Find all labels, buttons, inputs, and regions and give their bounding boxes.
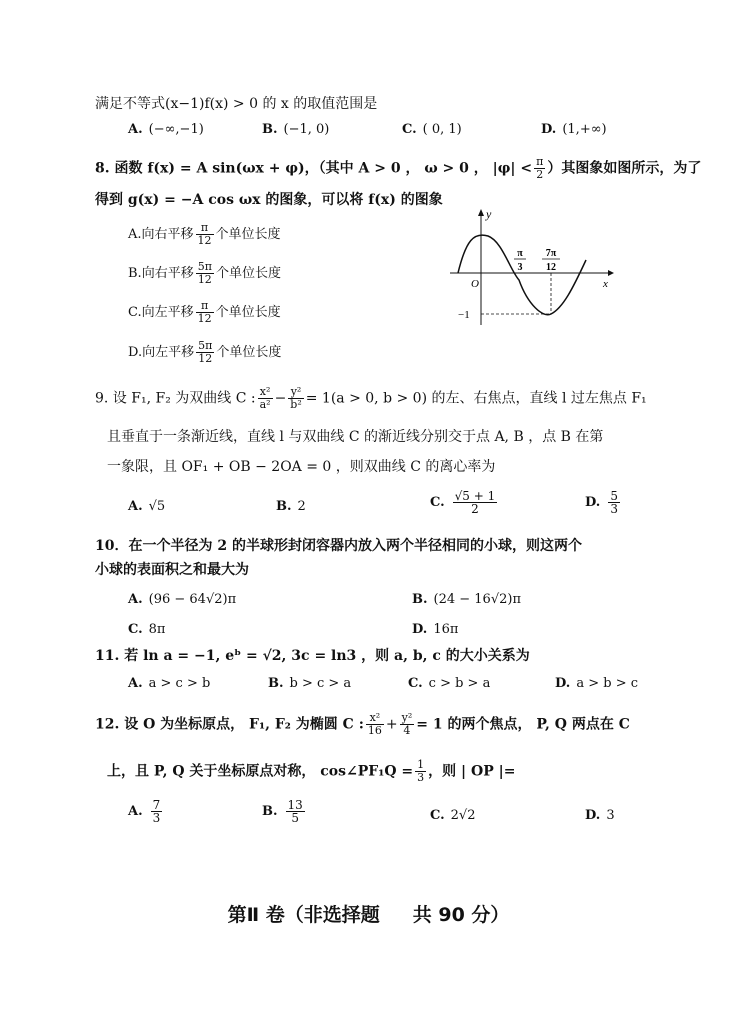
q12-line2-start: 上，且 P, Q 关于坐标原点对称， cos∠PF₁Q = (107, 763, 414, 780)
q12-fraction-x (366, 712, 384, 737)
fraction-numerator: 1 (417, 758, 425, 771)
q7-option-b (262, 120, 329, 140)
q11-option-c (408, 674, 490, 694)
option-text: 16π (433, 622, 459, 637)
sine-curve (458, 235, 586, 315)
option-text: 2√2 (450, 808, 476, 823)
q9-line1-start: 9. 设 F₁, F₂ 为双曲线 C : (95, 390, 256, 407)
q8-line1-fraction (534, 156, 545, 181)
q11-option-d (555, 674, 638, 694)
q12-line1-start: 12. 设 O 为坐标原点， F₁, F₂ 为椭圆 C : (95, 716, 364, 733)
option-text: √5 (148, 499, 166, 514)
q12-option-b (262, 799, 307, 824)
fraction-denominator: 12 (197, 273, 212, 286)
fraction-numerator: 5π (198, 339, 213, 352)
q8-line2: 得到 g(x) = −A cos ωx 的图象，可以将 f(x) 的图象 (95, 192, 443, 208)
q10-line1: 10．在一个半径为 2 的半球形封闭容器内放入两个半径相同的小球，则这两个 (95, 538, 582, 554)
minus-sign: − (274, 390, 287, 407)
q8-line1-text: 8. 函数 f(x) = A sin(ωx + φ)，（其中 A > 0 ， ω > 0 ， |φ| < (95, 160, 533, 177)
option-text: (−∞,−1) (148, 122, 204, 137)
fraction-numerator: 7 (152, 798, 161, 812)
option-label: B. (262, 804, 278, 819)
option-suffix: 个单位长度 (216, 345, 282, 360)
fraction-numerator: π (196, 300, 214, 313)
q7-option-c (402, 120, 462, 140)
option-label: D. (412, 622, 428, 637)
fraction-numerator: π (536, 155, 544, 168)
q12-fraction-cos (415, 759, 426, 784)
q9-line2: 且垂直于一条渐近线，直线 l 与双曲线 C 的渐近线分别交于点 A, B ，点 B 在第 (107, 429, 604, 445)
fraction-denominator: 12 (197, 234, 212, 247)
option-label: B. (276, 499, 292, 514)
option-text: 8π (148, 622, 166, 637)
option-label: D. (585, 495, 601, 510)
option-label: D. (128, 345, 143, 360)
option-suffix: 个单位长度 (215, 266, 281, 281)
fraction-denominator: 3 (610, 502, 618, 516)
origin-label: O (471, 278, 479, 290)
q10-line2: 小球的表面积之和最大为 (95, 562, 249, 578)
fraction-denominator: 5 (291, 811, 299, 825)
option-prefix: 向左平移 (141, 305, 194, 320)
fraction-denominator: 3 (152, 811, 161, 825)
tick-7pi-12-den: 12 (546, 262, 556, 273)
q7-option-a (128, 120, 204, 140)
option-label: A. (128, 122, 143, 137)
option-suffix: 个单位长度 (215, 305, 281, 320)
q12-option-d (585, 806, 615, 826)
option-prefix: 向右平移 (141, 227, 194, 242)
q10-option-a (128, 590, 236, 610)
option-fraction (196, 340, 214, 365)
q9-option-b (276, 497, 306, 517)
q9-option-c (430, 490, 499, 515)
y-axis-arrow (478, 209, 484, 216)
q8-option-d (128, 340, 281, 365)
option-text: ( 0, 1) (422, 122, 462, 137)
option-text: b > c > a (289, 676, 352, 691)
fraction-denominator: b² (290, 398, 302, 411)
fraction-denominator: 3 (417, 771, 425, 784)
q9-fraction-x (258, 386, 273, 411)
option-fraction (453, 490, 498, 515)
q8-line1-tail: ）其图象如图所示，为了 (547, 160, 702, 177)
sine-graph (448, 200, 618, 330)
option-label: C. (408, 676, 423, 691)
option-label: C. (128, 622, 143, 637)
q11-option-a (128, 674, 210, 694)
option-label: C. (430, 808, 445, 823)
option-fraction (151, 799, 163, 824)
q10-option-c (128, 620, 165, 640)
option-label: C. (430, 495, 445, 510)
option-fraction (196, 222, 214, 247)
x-axis-label: x (603, 278, 608, 290)
q12-line2-end: ，则 | OP |= (428, 763, 516, 780)
fraction-numerator: 5π (197, 260, 212, 273)
option-fraction (196, 261, 214, 286)
option-label: B. (128, 266, 142, 281)
option-fraction (286, 799, 305, 824)
option-label: B. (268, 676, 284, 691)
fraction-numerator: 13 (287, 798, 303, 812)
option-text: (1,+∞) (562, 122, 607, 137)
fraction-numerator: 5 (610, 489, 618, 503)
option-label: A. (128, 499, 143, 514)
q7-option-d (541, 120, 607, 140)
tick-pi-3-den: 3 (517, 262, 523, 273)
option-label: C. (128, 305, 142, 320)
option-label: A. (128, 592, 143, 607)
option-label: A. (128, 804, 143, 819)
q10-option-d (412, 620, 458, 640)
q9-option-a (128, 497, 165, 517)
fraction-denominator: 12 (198, 352, 213, 365)
q10-option-b (412, 590, 521, 610)
fraction-numerator: π (196, 222, 214, 235)
tick-pi-3-num: π (517, 248, 523, 259)
fraction-numerator: y² (288, 386, 303, 399)
option-label: B. (412, 592, 428, 607)
q8-option-c (128, 300, 281, 325)
option-fraction (196, 300, 214, 325)
fraction-denominator: 2 (536, 168, 544, 181)
fraction-numerator: x² (258, 386, 273, 399)
q12-line1-end: = 1 的两个焦点， P, Q 两点在 C (416, 716, 630, 733)
option-text: (−1, 0) (283, 122, 330, 137)
q9-line1 (95, 386, 647, 411)
q12-option-a (128, 799, 164, 824)
option-prefix: 向左平移 (142, 345, 195, 360)
y-axis-label: y (486, 207, 492, 221)
q9-option-d (585, 490, 622, 515)
q8-option-a (128, 222, 281, 247)
x-axis-arrow (608, 270, 614, 276)
option-label: A. (128, 227, 142, 242)
q11-stem: 11. 若 ln a = −1, eᵇ = √2, 3c = ln3 ，则 a, b, c 的大小关系为 (95, 648, 530, 664)
option-text: a > c > b (148, 676, 211, 691)
option-label: D. (541, 122, 557, 137)
q12-fraction-y (400, 712, 415, 737)
option-suffix: 个单位长度 (215, 227, 281, 242)
option-text: 3 (606, 808, 615, 823)
fraction-numerator: y² (401, 711, 413, 724)
q8-option-b (128, 261, 281, 286)
fraction-numerator: x² (366, 712, 384, 725)
fraction-denominator: 2 (471, 502, 479, 516)
option-label: A. (128, 676, 143, 691)
option-label: B. (262, 122, 278, 137)
q12-line2 (107, 759, 515, 784)
option-text: 2 (297, 499, 306, 514)
option-fraction (608, 490, 620, 515)
option-prefix: 向右平移 (141, 266, 194, 281)
option-label: C. (402, 122, 417, 137)
option-text: (96 − 64√2)π (148, 592, 237, 607)
min-value-label: −1 (458, 309, 470, 321)
q9-line1-end: = 1(a > 0, b > 0) 的左、右焦点，直线 l 过左焦点 F₁ (305, 390, 647, 407)
fraction-denominator: 16 (367, 724, 382, 737)
q11-option-b (268, 674, 351, 694)
plus-sign: + (385, 716, 398, 733)
q9-line3: 一象限，且 OF₁ + OB − 2OA = 0 ，则双曲线 C 的离心率为 (107, 459, 496, 475)
option-text: a > b > c (576, 676, 639, 691)
q12-line1 (95, 712, 630, 737)
option-label: D. (585, 808, 601, 823)
fraction-denominator: a² (259, 398, 271, 411)
fraction-numerator: √5 + 1 (454, 489, 496, 503)
option-label: D. (555, 676, 571, 691)
q12-option-c (430, 806, 475, 826)
section-title: 第Ⅱ 卷（非选择题 共 90 分） (227, 904, 510, 926)
tick-7pi-12-num: 7π (545, 248, 557, 259)
q8-line1 (95, 156, 701, 181)
q9-fraction-y (288, 386, 303, 411)
option-text: c > b > a (428, 676, 491, 691)
fraction-denominator: 4 (403, 724, 411, 737)
q7-stem: 满足不等式(x−1)f(x) > 0 的 x 的取值范围是 (95, 96, 378, 112)
fraction-denominator: 12 (197, 312, 212, 325)
option-text: (24 − 16√2)π (433, 592, 521, 607)
